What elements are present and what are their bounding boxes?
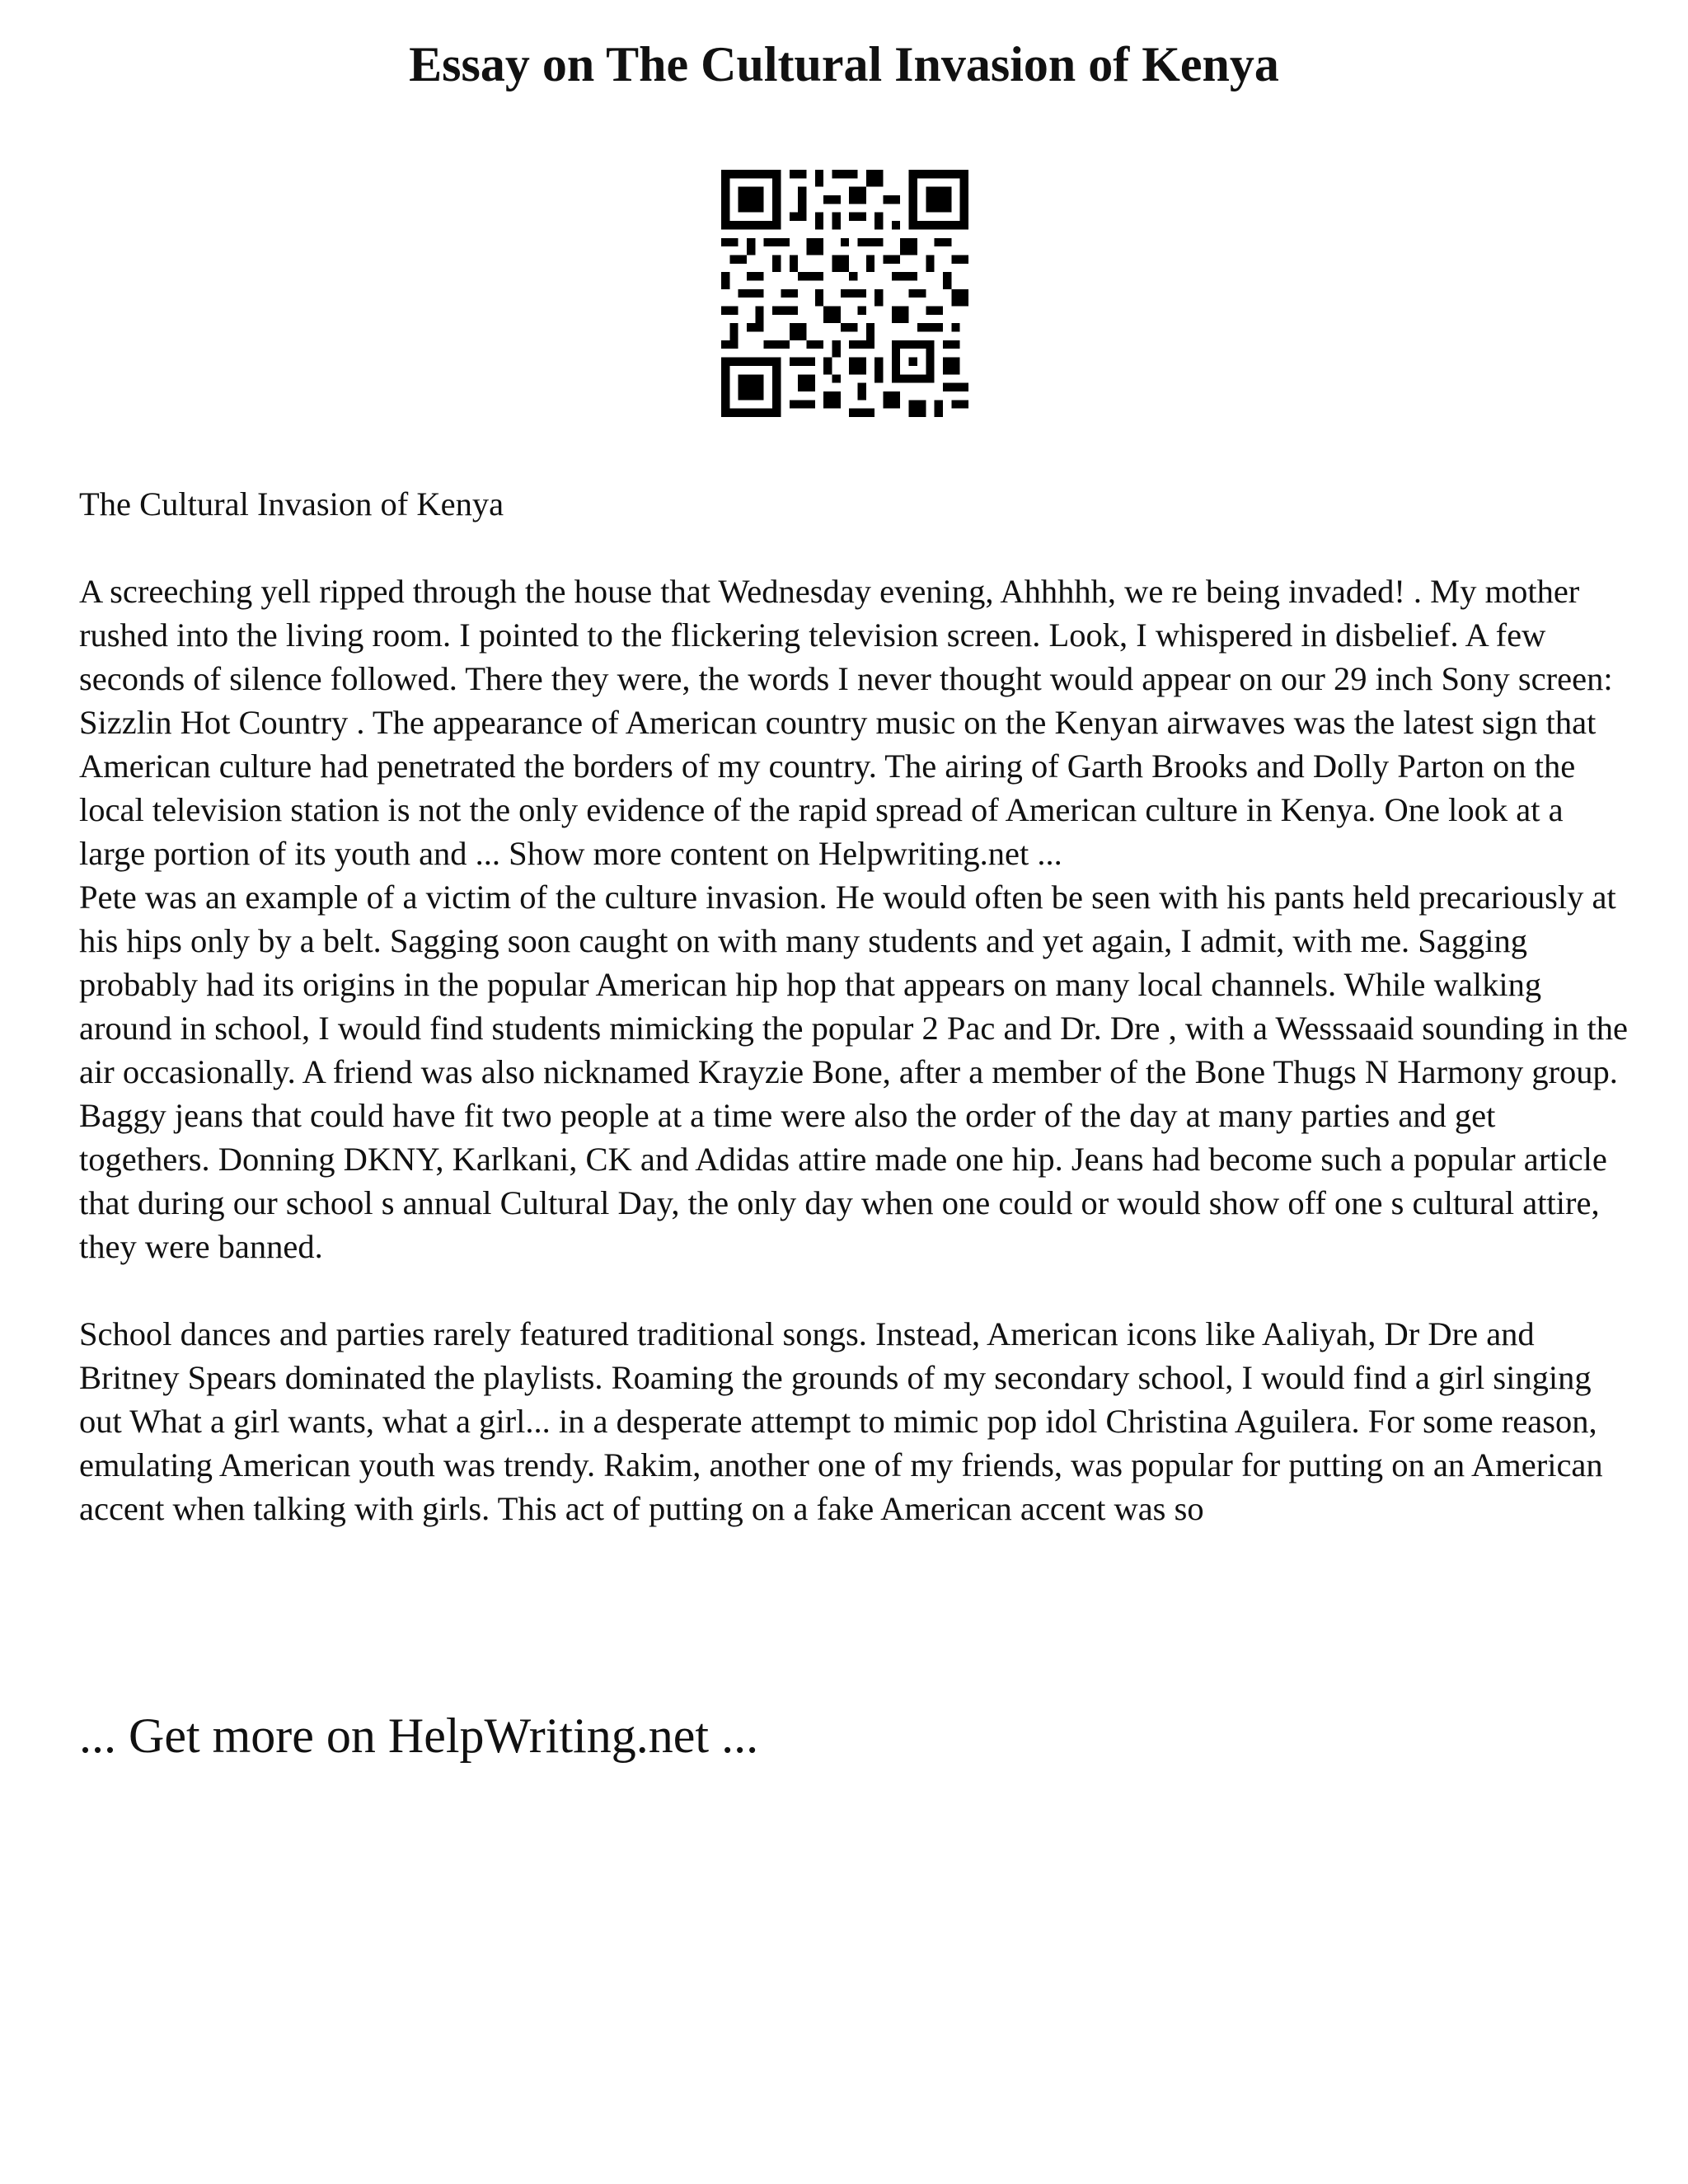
paragraph-spacer bbox=[79, 526, 1629, 569]
essay-subtitle: The Cultural Invasion of Kenya bbox=[79, 485, 504, 523]
paragraph-spacer bbox=[79, 1268, 1629, 1312]
essay-paragraph: A screeching yell ripped through the house that Wednesday evening, Ahhhhh, we re being invaded! . My mother rushed into the living room. I pointed to the flickering television screen. Look, I whispered in disbelief. A few seconds of silence followed. There they were, the words I never thought would appear on our 29 inch Sony screen: Sizzlin Hot Country . The appearance of American country music on the Kenyan airwaves was the latest sign that American culture had penetrated the borders of my country. The airing of Garth Brooks and Dolly Parton on the local television station is not the only evidence of the rapid spread of American culture in Kenya. One look at a large portion of its youth and ... Show more content on Helpwriting.net ... bbox=[79, 573, 1613, 872]
essay-body bbox=[79, 482, 1629, 1530]
essay-paragraph: Pete was an example of a victim of the culture invasion. He would often be seen with his pants held precariously at his hips only by a belt. Sagging soon caught on with many students and yet again, I admit, with me. Sagging probably had its origins in the popular American hip hop that appears on many local channels. While walking around in school, I would find students mimicking the popular 2 Pac and Dr. Dre , with a Wesssaaid sounding in the air occasionally. A friend was also nicknamed Krayzie Bone, after a member of the Bone Thugs N Harmony group. Baggy jeans that could have fit two people at a time were also the order of the day at many parties and get togethers. Donning DKNY, Karlkani, CK and Adidas attire made one hip. Jeans had become such a popular article that during our school s annual Cultural Day, the only day when one could or would show off one s cultural attire, they were banned. bbox=[79, 879, 1628, 1265]
page-title: Essay on The Cultural Invasion of Kenya bbox=[409, 37, 1279, 91]
qr-code-icon bbox=[721, 170, 968, 417]
essay-paragraph: School dances and parties rarely featured traditional songs. Instead, American icons like Aaliyah, Dr Dre and Britney Spears dominated the playlists. Roaming the grounds of my secondary school, I would find a girl singing out What a girl wants, what a girl... in a desperate attempt to mimic pop idol Christina Aguilera. For some reason, emulating American youth was trendy. Rakim, another one of my friends, was popular for putting on an American accent when talking with girls. This act of putting on a fake American accent was so bbox=[79, 1315, 1603, 1527]
get-more-link[interactable]: ... Get more on HelpWriting.net ... bbox=[79, 1708, 759, 1763]
